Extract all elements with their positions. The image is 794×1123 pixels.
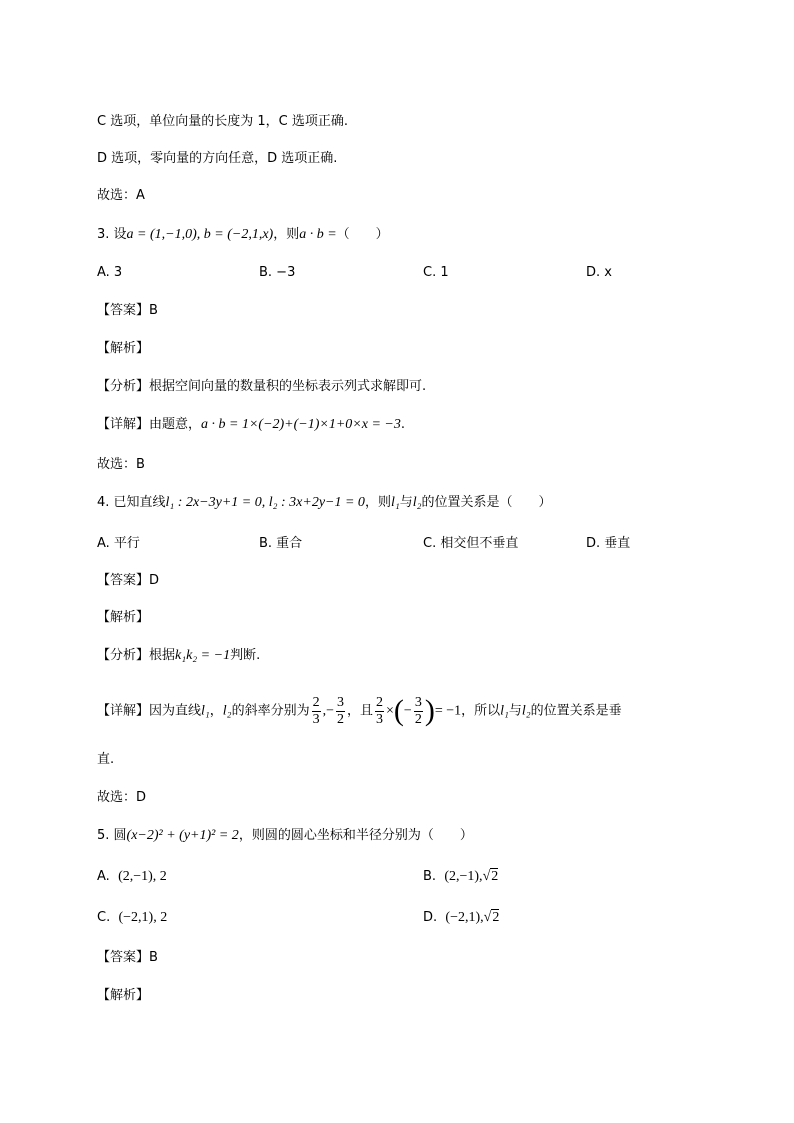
question-4-math: l₁ : 2x−3y+1 = 0, l₂ : 3x+2y−1 = 0 [165, 495, 365, 510]
answer-label: 【答案】B [97, 303, 158, 318]
answer-label: 【答案】D [97, 573, 160, 588]
detail-math: a · b = 1×(−2)+(−1)×1+0×x = −3 [201, 417, 401, 432]
detail-prefix: 【详解】因为直线 [97, 703, 202, 719]
text-line: D 选项，零向量的方向任意，D 选项正确. [97, 151, 338, 166]
text-line: 故选：A [97, 188, 145, 203]
question-5-prefix: 5. 圆 [97, 828, 127, 843]
fraction: $\frac{3}{2}$ [336, 694, 344, 727]
question-3 [97, 226, 389, 244]
detail-text [97, 416, 405, 434]
option-a: A. 3 [97, 265, 123, 280]
detail-slope-text: 的斜率分别为 [231, 703, 310, 719]
fraction: $\frac{3}{2}$ [414, 694, 422, 727]
right-paren: ) [424, 694, 435, 727]
analysis-prefix: 【分析】根据 [97, 648, 176, 663]
question-5-suffix: ，则圆的圆心坐标和半径分别为（ ） [238, 828, 473, 843]
analysis-label: 【解析】 [97, 610, 150, 625]
text-line: 直. [97, 752, 115, 767]
sqrt-icon: √2 [482, 869, 499, 884]
option-b: B. −3 [259, 265, 296, 280]
analysis-text: 【分析】根据空间向量的数量积的坐标表示列式求解即可. [97, 379, 427, 394]
detail-l1: l₁ [201, 703, 210, 719]
question-4-prefix: 4. 已知直线 [97, 495, 166, 510]
answer-label: 【答案】B [97, 950, 158, 965]
text-line: 故选：D [97, 790, 147, 805]
question-3-suffix: （ ） [336, 227, 389, 242]
option-d: D. (−2,1),√2 [423, 910, 500, 925]
detail-so: ，所以 [461, 703, 501, 719]
detail-text [97, 686, 622, 736]
fraction: $\frac{2}{3}$ [376, 694, 383, 727]
detail-yu: 与 [508, 703, 522, 719]
question-4-suffix: 的位置关系是（ ） [421, 495, 552, 510]
detail-end: 的位置关系是垂 [530, 703, 622, 719]
times-sign: × [386, 703, 394, 719]
left-paren: ( [393, 694, 404, 727]
detail-l2: l₂ [222, 703, 232, 719]
question-3-math: a = (1,−1,0), b = (−2,1,x) [126, 227, 274, 242]
option-c: C. 1 [423, 265, 449, 280]
question-4-l2: l₂ [412, 495, 422, 510]
analysis-math: k₁k₂ = −1 [175, 648, 231, 663]
detail-comma: ， [209, 703, 223, 719]
option-a: A. (2,−1), 2 [97, 869, 167, 884]
detail-and: ，且 [346, 703, 373, 719]
option-b: B. (2,−1),√2 [423, 869, 499, 884]
equals-result: = −1 [434, 703, 462, 719]
detail-suffix: . [400, 417, 405, 432]
detail-l2: l₂ [521, 703, 531, 719]
question-3-mid: ，则 [273, 227, 300, 242]
question-3-dot: a · b = [299, 227, 337, 242]
question-5-math: (x−2)² + (y+1)² = 2 [126, 828, 239, 843]
question-3-prefix: 3. 设 [97, 227, 127, 242]
question-4-mid: ，则 [364, 495, 391, 510]
text-line: C 选项，单位向量的长度为 1，C 选项正确. [97, 114, 348, 129]
analysis-label: 【解析】 [97, 341, 150, 356]
minus-sign: − [403, 703, 412, 719]
analysis-label: 【解析】 [97, 988, 150, 1003]
question-4 [97, 494, 552, 512]
question-4-l1: l₁ [390, 495, 400, 510]
option-d: D. x [586, 265, 612, 280]
detail-l1: l₁ [500, 703, 509, 719]
option-d: D. 垂直 [586, 536, 631, 551]
option-a: A. 平行 [97, 536, 140, 551]
text-line: 故选：B [97, 457, 145, 472]
option-c: C. 相交但不垂直 [423, 536, 519, 551]
option-c: C. (−2,1), 2 [97, 910, 168, 925]
option-b: B. 重合 [259, 536, 303, 551]
detail-separator: ,− [322, 703, 334, 719]
detail-prefix: 【详解】由题意， [97, 417, 202, 432]
sqrt-icon: √2 [483, 910, 500, 925]
analysis-text [97, 647, 260, 665]
analysis-suffix: 判断. [230, 648, 261, 663]
question-5 [97, 827, 473, 845]
fraction: $\frac{2}{3}$ [312, 694, 320, 727]
question-4-and: 与 [399, 495, 413, 510]
